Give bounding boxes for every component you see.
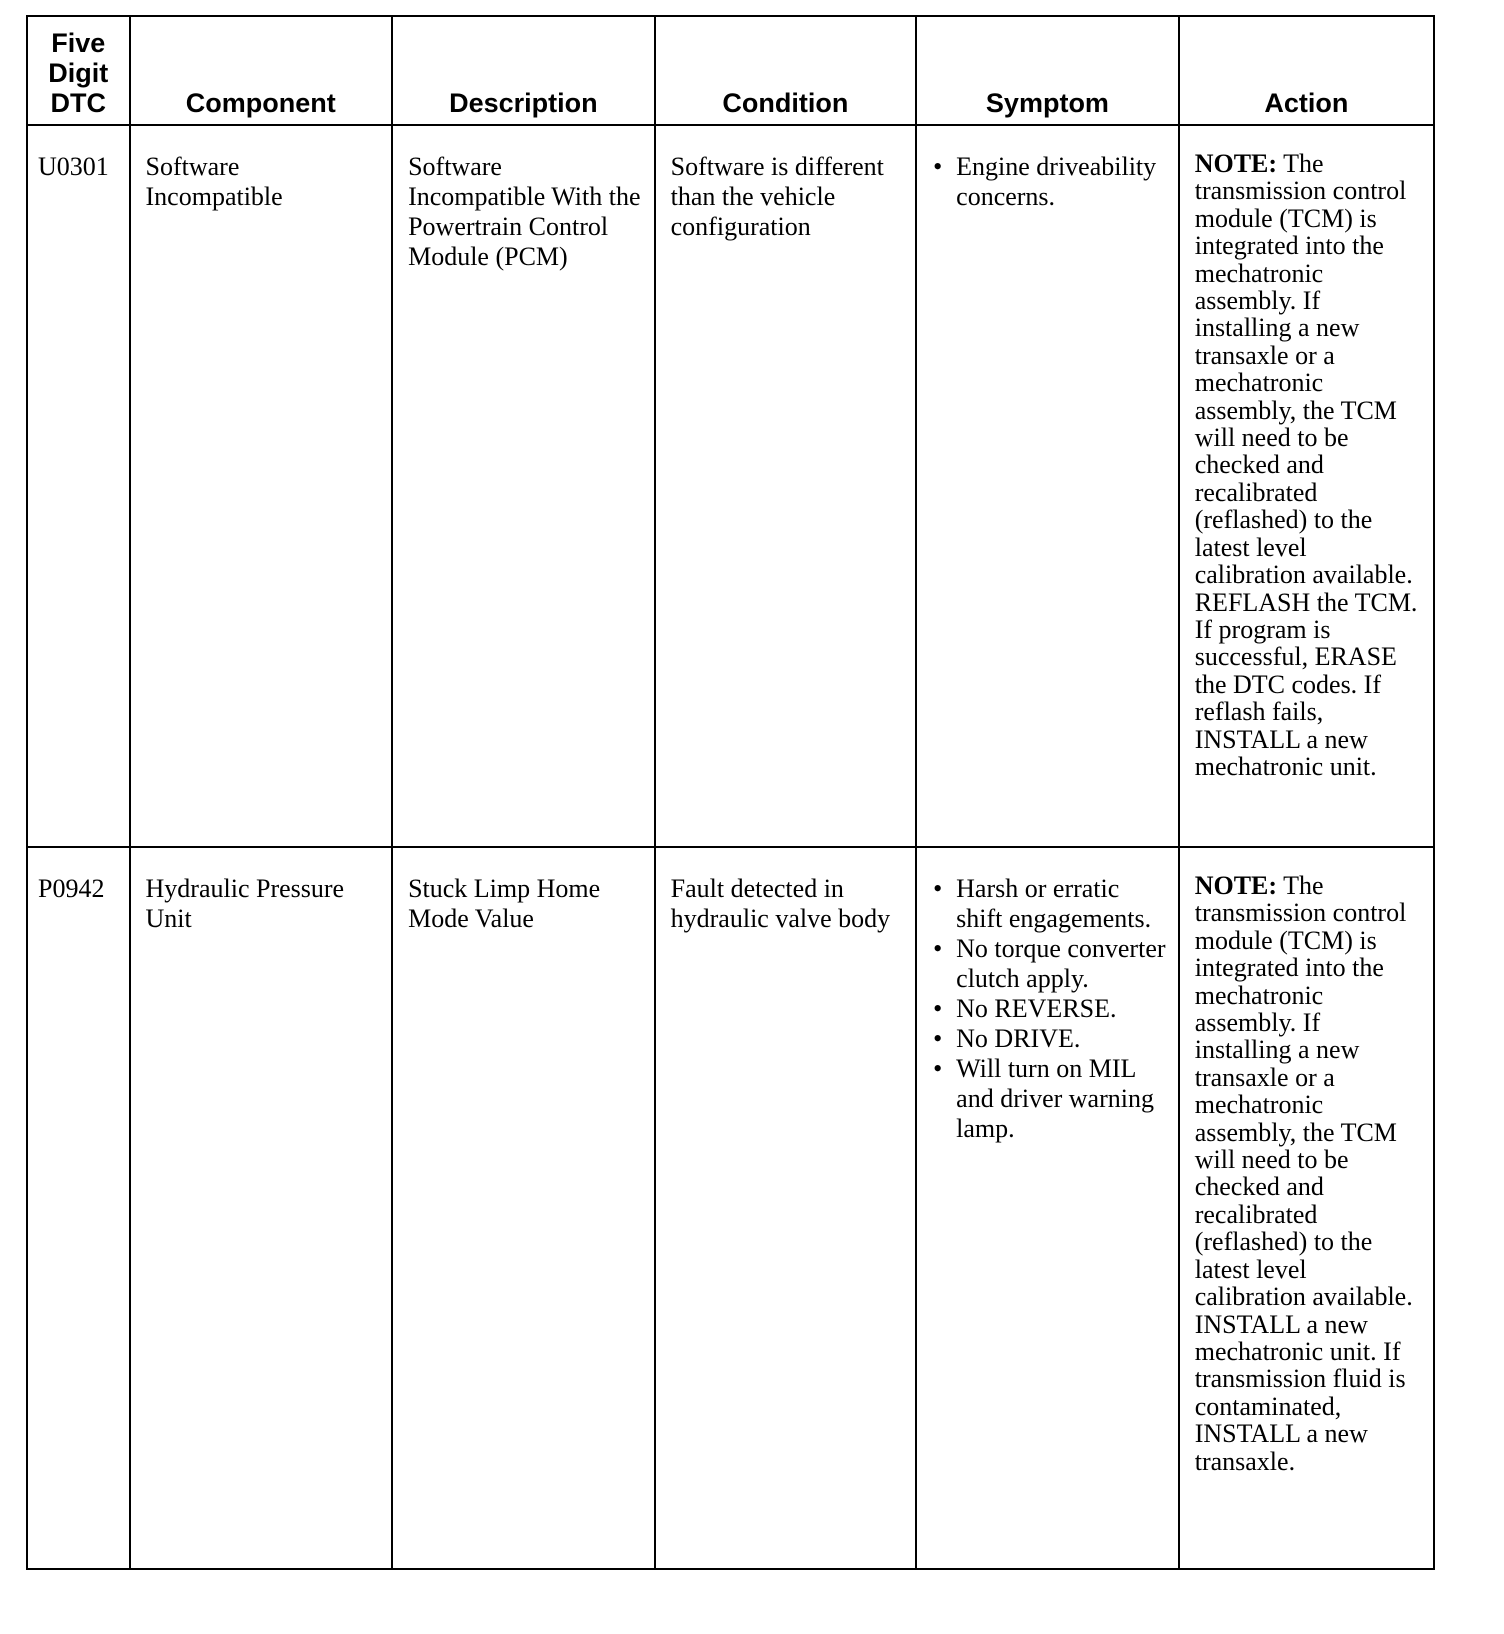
header-row	[27, 16, 1434, 125]
component-cell: Software Incompatible	[130, 125, 393, 847]
header-dtc-line-3: DTC	[50, 88, 106, 118]
symptom-text: Engine driveability concerns.	[956, 152, 1157, 211]
action-cell	[1179, 125, 1434, 847]
table-row	[27, 847, 1434, 1569]
symptom-item	[932, 1054, 1168, 1144]
action-cell	[1179, 847, 1434, 1569]
symptom-cell	[916, 847, 1179, 1569]
symptom-item	[932, 1024, 1168, 1054]
symptom-list	[932, 874, 1168, 1144]
bullet: •	[933, 1054, 943, 1083]
dtc-code-cell: U0301	[27, 125, 130, 847]
header-action: Action	[1179, 16, 1434, 125]
header-dtc	[27, 16, 130, 125]
symptom-cell	[916, 125, 1179, 847]
dtc-code-cell: P0942	[27, 847, 130, 1569]
description-cell: Software Incompatible With the Powertrain Control Module (PCM)	[392, 125, 655, 847]
bullet: •	[933, 994, 943, 1023]
symptom-text: No REVERSE.	[956, 994, 1117, 1023]
dtc-table	[26, 15, 1435, 1570]
note-label: NOTE:	[1194, 149, 1278, 178]
bullet: •	[933, 934, 943, 963]
bullet: •	[933, 874, 943, 903]
action-text	[1195, 150, 1423, 780]
symptom-item	[932, 934, 1168, 994]
bullet: •	[933, 152, 943, 181]
condition-cell: Software is different than the vehicle configuration	[655, 125, 917, 847]
header-dtc-line-1: Five	[51, 28, 106, 58]
condition-cell: Fault detected in hydraulic valve body	[655, 847, 917, 1569]
action-text	[1195, 872, 1423, 1475]
header-component: Component	[130, 16, 393, 125]
action-body: The transmission control module (TCM) is integrated into the mechatronic assembly. If installing a new transaxle or a mechatronic assembly, the TCM will need to be checked and recalibrated (reflashed) to the latest level calibration available. INSTALL a new mechatronic unit. If transmission fluid is contaminated, INSTALL a new transaxle.	[1194, 871, 1413, 1476]
symptom-text: No DRIVE.	[956, 1024, 1081, 1053]
note-label: NOTE:	[1194, 871, 1278, 900]
description-cell: Stuck Limp Home Mode Value	[392, 847, 655, 1569]
symptom-item	[932, 874, 1168, 934]
symptom-text: Will turn on MIL and driver warning lamp.	[956, 1054, 1154, 1143]
header-description: Description	[392, 16, 655, 125]
action-body: The transmission control module (TCM) is integrated into the mechatronic assembly. If installing a new transaxle or a mechatronic assembly, the TCM will need to be checked and recalibrated (reflashed) to the latest level calibration available. REFLASH the TCM. If program is successful, ERASE the DTC codes. If reflash fails, INSTALL a new mechatronic unit.	[1194, 149, 1418, 781]
symptom-text: No torque converter clutch apply.	[956, 934, 1166, 993]
bullet: •	[933, 1024, 943, 1053]
header-dtc-line-2: Digit	[48, 58, 109, 88]
component-cell: Hydraulic Pressure Unit	[130, 847, 393, 1569]
header-condition: Condition	[655, 16, 917, 125]
table-row	[27, 125, 1434, 847]
symptom-item	[932, 994, 1168, 1024]
symptom-list	[932, 152, 1168, 212]
header-symptom: Symptom	[916, 16, 1179, 125]
symptom-text: Harsh or erratic shift engagements.	[956, 874, 1152, 933]
symptom-item	[932, 152, 1168, 212]
